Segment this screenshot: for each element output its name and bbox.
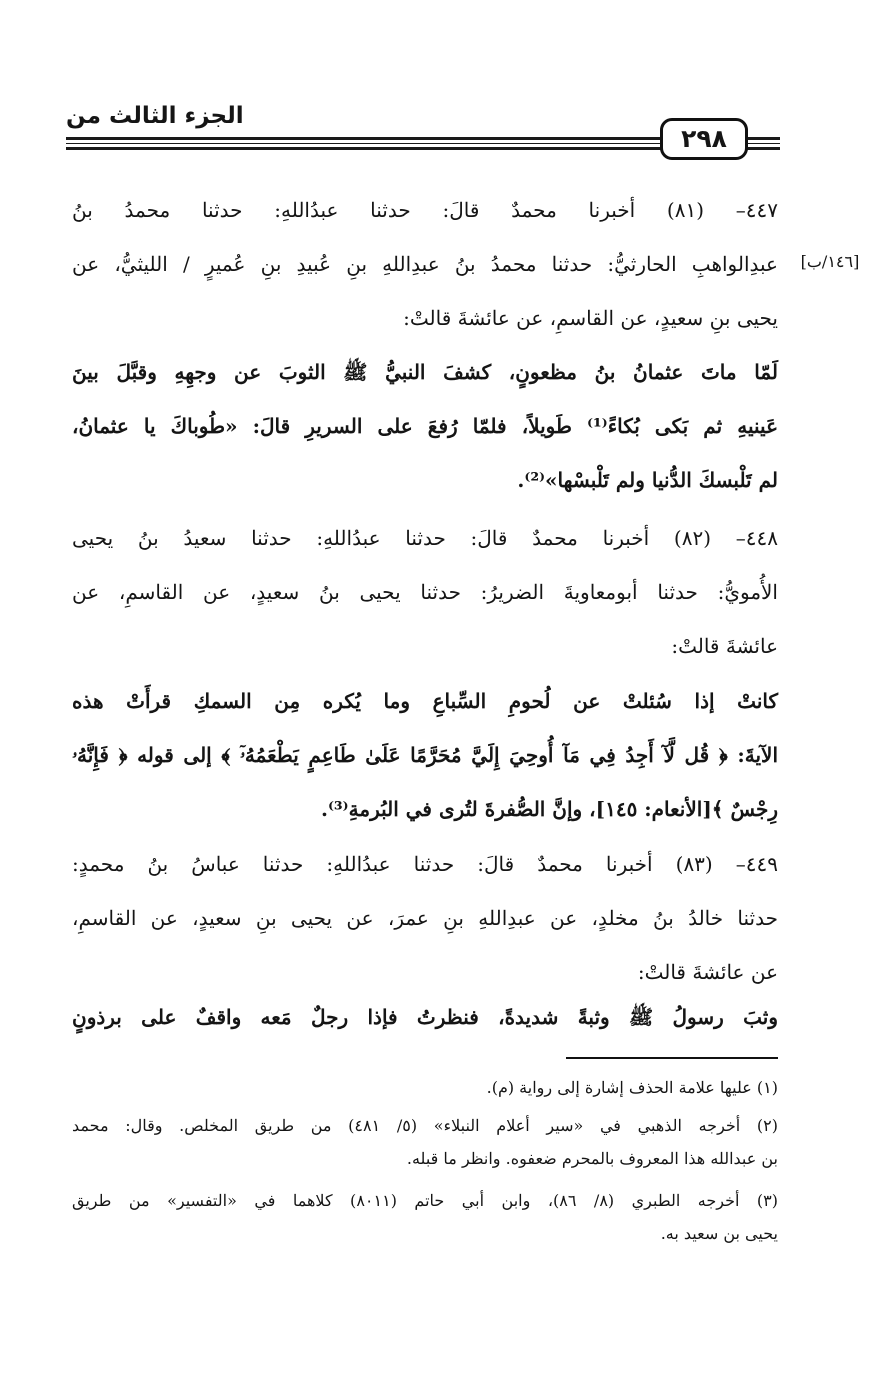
text-line: عبدِالواهبِ الحارثيُّ: حدثنا محمدُ بنُ عبدِاللهِ بنِ عُبيدِ بنِ عُميرٍ / الليثيُّ، عن <box>72 252 778 276</box>
margin-folio-note: [١٤٦/ب] <box>800 252 860 271</box>
running-header-title: الجزء الثالث من <box>66 103 244 129</box>
paragraph-matn-447 <box>72 345 778 507</box>
text-line: عَينيهِ ثم بَكى بُكاءً⁽¹⁾ طَويلاً، فلمّا رُفعَ على السريرِ قالَ: «طُوباكَ يا عثمانُ، <box>72 414 779 438</box>
text-line: لم تَلْبسكَ الدُّنيا ولم تَلْبسْها»⁽²⁾. <box>517 468 778 492</box>
paragraph-matn-448 <box>72 674 778 836</box>
text-line: ٤٤٨– (٨٢) أخبرنا محمدٌ قالَ: حدثنا عبدُاللهِ: حدثنا سعيدُ بنُ يحيى <box>72 526 778 550</box>
text-line: رِجْسٌ ﴾[الأنعام: ١٤٥]، وإنَّ الصُّفرةَ لتُرى في البُرمةِ⁽³⁾. <box>320 797 778 821</box>
footnote-line: (٣) أخرجه الطبري (٨/ ٨٦)، وابن أبي حاتم (٨٠١١) كلاهما في «التفسير» من طريق <box>72 1191 779 1210</box>
text-line: كانتْ إذا سُئلتْ عن لُحومِ السِّباعِ وما يُكره مِن السمكِ قرأَتْ هذه <box>72 689 778 713</box>
footnote-1 <box>72 1071 778 1104</box>
page-number: ٢٩٨ <box>660 118 748 160</box>
footnote-line: (٢) أخرجه الذهبي في «سير أعلام النبلاء» (٥/ ٤٨١) من طريق المخلص. وقال: محمد <box>72 1116 778 1135</box>
paragraph-isnad-447 <box>72 183 778 345</box>
text-line: يحيى بنِ سعيدٍ، عن القاسمِ، عن عائشةَ قالتْ: <box>403 306 778 330</box>
footnote-line: (١) عليها علامة الحذف إشارة إلى رواية (م). <box>486 1078 778 1097</box>
text-line: عائشةَ قالتْ: <box>671 634 778 658</box>
text-line: ٤٤٧– (٨١) أخبرنا محمدٌ قالَ: حدثنا عبدُاللهِ: حدثنا محمدُ بنُ <box>72 198 778 222</box>
text-line: الأُمويُّ: حدثنا أبومعاويةَ الضريرُ: حدثنا يحيى بنُ سعيدٍ، عن القاسمِ، عن <box>72 580 778 604</box>
footnote-2 <box>72 1109 778 1175</box>
text-line: حدثنا خالدُ بنُ مخلدٍ، عن عبدِاللهِ بنِ عمرَ، عن يحيى بنِ سعيدٍ، عن القاسمِ، <box>72 906 778 930</box>
footnote-line: بن عبدالله هذا المعروف بالمحرم ضعفوه. وانظر ما قبله. <box>406 1149 778 1168</box>
paragraph-isnad-449 <box>72 837 778 999</box>
footnote-separator <box>566 1057 778 1059</box>
text-line: عن عائشةَ قالتْ: <box>637 960 778 984</box>
text-line: وثبَ رسولُ ﷺ وثبةً شديدةً، فنظرتُ فإذا رجلٌ مَعه واقفٌ على برذونٍ <box>72 1005 778 1029</box>
text-line: ٤٤٩– (٨٣) أخبرنا محمدٌ قالَ: حدثنا عبدُاللهِ: حدثنا عباسُ بنُ محمدٍ: <box>72 852 778 876</box>
text-line: الآيةَ: ﴿ قُل لَّآ أَجِدُ فِي مَآ أُوحِيَ إِلَيَّ مُحَرَّمًا عَلَىٰ طَاعِمٍ يَطْعَمُهُۥٓ ﴾ إلى قوله ﴿ فَإِنَّهُۥ <box>72 743 778 767</box>
footnote-3 <box>72 1184 778 1250</box>
text-line: لَمّا ماتَ عثمانُ بنُ مظعونٍ، كشفَ النبيُّ ﷺ الثوبَ عن وجهِهِ وقبَّلَ بينَ <box>72 360 778 384</box>
paragraph-isnad-448 <box>72 511 778 673</box>
paragraph-matn-449 <box>72 990 778 1044</box>
footnote-line: يحيى بن سعيد به. <box>660 1224 778 1243</box>
